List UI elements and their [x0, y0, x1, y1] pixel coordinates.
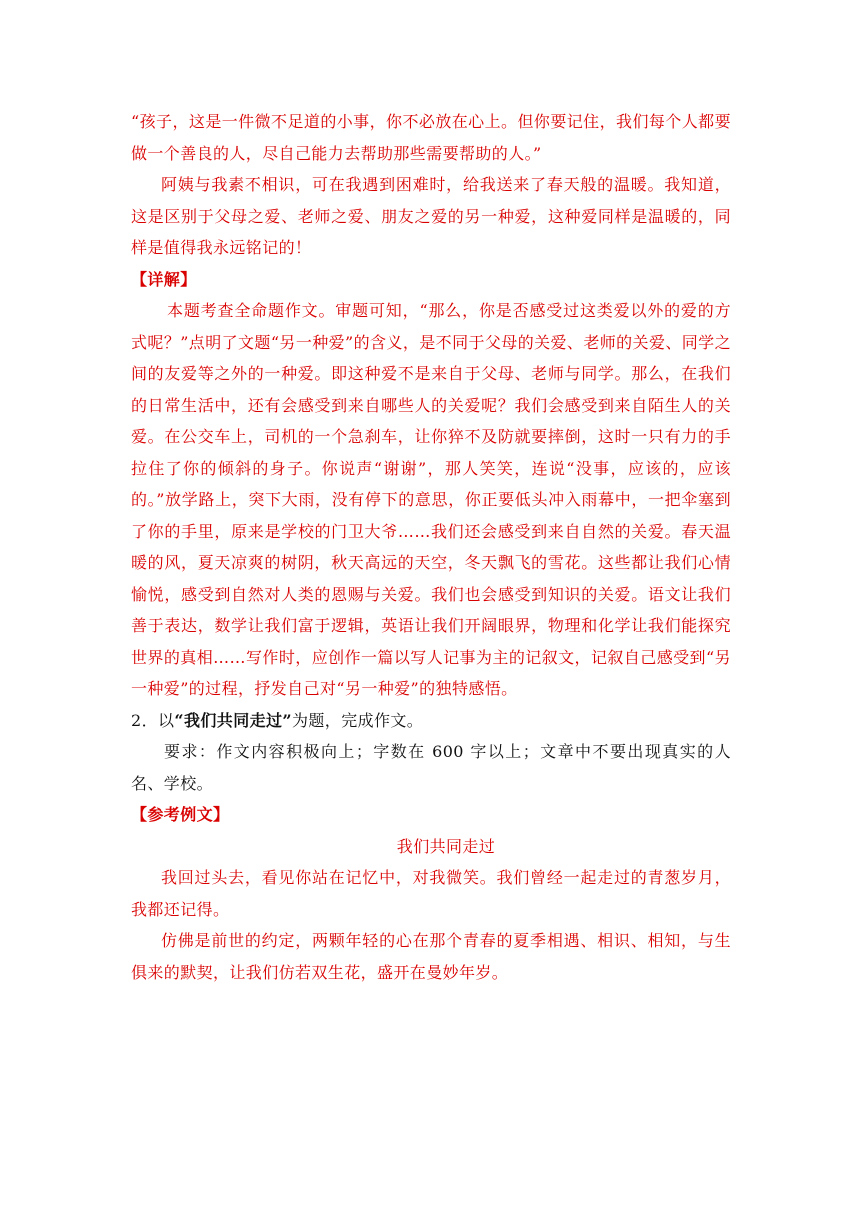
- essay-paragraph-quote: “孩子，这是一件微不足道的小事，你不必放在心上。但你要记住，我们每个人都要做一个善良的人，尽自己能力去帮助那些需要帮助的人。”: [131, 112, 731, 163]
- analysis-text: 本题考查全命题作文。审题可知，“那么，你是否感受过这类爱以外的爱的方式呢？”点明了文题“另一种爱”的含义，是不同于父母的关爱、老师的关爱、同学之间的友爱等之外的一种爱。即这种爱不是来自于父母、老师与同学。那么，在我们的日常生活中，还有会感受到来自哪些人的关爱呢？我们会感受到来自陌生人的关爱。在公交车上，司机的一个急刹车，让你猝不及防就要摔倒，这时一只有力的手拉住了你的倾斜的身子。你说声“谢谢”，那人笑笑，连说“没事，应该的，应该的。”放学路上，突下大雨，没有停下的意思，你正要低头冲入雨幕中，一把伞塞到了你的手里，原来是学校的门卫大爷……我们还会感受到来自自然的关爱。春天温暖的风，夏天凉爽的树阴，秋天高远的天空，冬天飘飞的雪花。这些都让我们心情愉悦，感受到自然对人类的恩赐与关爱。我们也会感受到知识的关爱。语文让我们善于表达，数学让我们富于逻辑，英语让我们开阔眼界，物理和化学让我们能探究世界的真相……写作时，应创作一篇以写人记事为主的记叙文，记叙自己感受到“另一种爱”的过程，抒发自己对“另一种爱”的独特感悟。: [131, 301, 731, 698]
- question-prefix: 以: [157, 710, 175, 730]
- sample-paragraph-2: 仿佛是前世的约定，两颗年轻的心在那个青春的夏季相遇、相识、相知，与生俱来的默契，让我们仿若双生花，盛开在曼妙年岁。: [131, 931, 731, 982]
- question-suffix: 为题，完成作文。: [292, 710, 424, 730]
- question-title: “我们共同走过”: [174, 710, 292, 730]
- sample-heading: 【参考例文】: [131, 805, 230, 824]
- sample-title: 我们共同走过: [396, 836, 496, 856]
- essay-paragraph-closing: 阿姨与我素不相识，可在我遇到困难时，给我送来了春天般的温暖。我知道，这是区别于父母之爱、老师之爱、朋友之爱的另一种爱，这种爱同样是温暖的，同样是值得我永远铭记的！: [131, 175, 731, 257]
- requirement-text: 要求：作文内容积极向上；字数在 600 字以上；文章中不要出现真实的人名、学校。: [131, 742, 731, 793]
- analysis-heading: 【详解】: [131, 269, 197, 289]
- question-line: [131, 705, 731, 737]
- sample-paragraph-1: 我回过头去，看见你站在记忆中，对我微笑。我们曾经一起走过的青葱岁月，我都还记得。: [131, 868, 731, 919]
- document-body: [131, 106, 731, 988]
- question-number: 2．: [131, 710, 158, 730]
